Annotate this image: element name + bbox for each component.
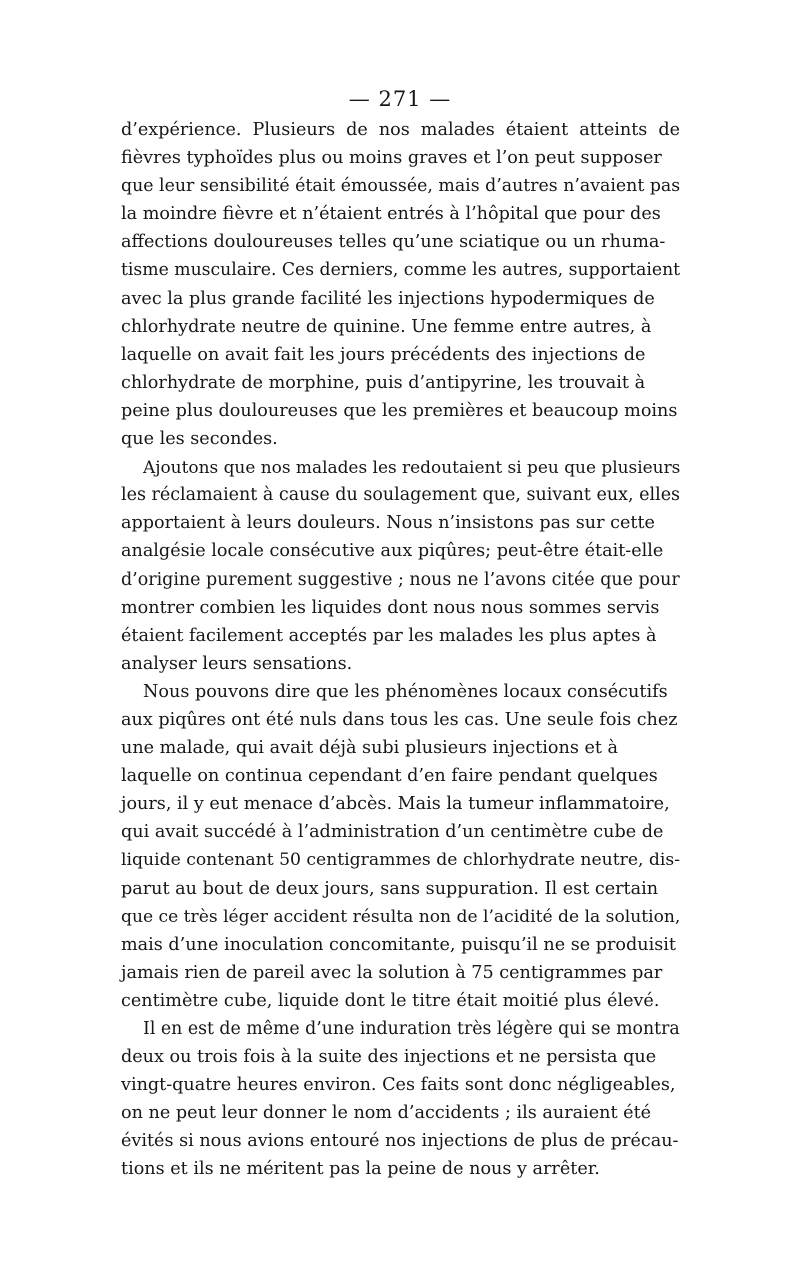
text-line: affections douloureuses telles qu’une sciatique ou un rhuma- <box>121 232 666 253</box>
text-line: on ne peut leur donner le nom d’accidents ; ils auraient été <box>121 1103 652 1124</box>
text-line: tisme musculaire. Ces derniers, comme les autres, supportaient <box>121 260 681 281</box>
text-line: jours, il y eut menace d’abcès. Mais la tumeur inflammatoire, <box>121 794 670 815</box>
text-line: d’expérience. Plusieurs de nos malades étaient atteints de <box>121 120 680 140</box>
text-line: laquelle on continua cependant d’en faire pendant quelques <box>121 766 658 787</box>
body-text <box>121 116 680 1184</box>
text-line: tions et ils ne méritent pas la peine de nous y arrêter. <box>121 1159 600 1180</box>
text-line: liquide contenant 50 centigrammes de chlorhydrate neutre, dis- <box>121 850 681 871</box>
text-line: montrer combien les liquides dont nous nous sommes servis <box>121 597 660 618</box>
text-line: peine plus douloureuses que les premières et beaucoup moins <box>121 400 678 421</box>
text-line: jamais rien de pareil avec la solution à 75 centigrammes par <box>121 962 663 983</box>
text-line: que leur sensibilité était émoussée, mais d’autres n’avaient pas <box>121 176 681 197</box>
text-line: chlorhydrate de morphine, puis d’antipyrine, les trouvait à <box>121 372 646 393</box>
text-line: aux piqûres ont été nuls dans tous les cas. Une seule fois chez <box>121 709 678 730</box>
text-line: fièvres typhoïdes plus ou moins graves et l’on peut supposer <box>121 148 662 169</box>
text-line: que les secondes. <box>121 429 278 450</box>
text-line: centimètre cube, liquide dont le titre était moitié plus élevé. <box>121 990 660 1011</box>
text-line: étaient facilement acceptés par les malades les plus aptes à <box>121 625 657 646</box>
text-line: laquelle on avait fait les jours précédents des injections de <box>121 344 646 365</box>
text-line: deux ou trois fois à la suite des injections et ne persista que <box>121 1047 657 1068</box>
text-line: évités si nous avions entouré nos injections de plus de précau- <box>121 1131 679 1152</box>
text-line: la moindre fièvre et n’étaient entrés à l’hôpital que pour des <box>121 204 661 225</box>
text-line: analgésie locale consécutive aux piqûres; peut-être était-elle <box>121 541 664 562</box>
text-line: analyser leurs sensations. <box>121 653 353 674</box>
text-line: parut au bout de deux jours, sans suppuration. Il est certain <box>121 878 659 899</box>
text-line: les réclamaient à cause du soulagement que, suivant eux, elles <box>121 485 681 506</box>
text-line: qui avait succédé à l’administration d’un centimètre cube de <box>121 822 664 843</box>
text-line: que ce très léger accident résulta non de l’acidité de la solution, <box>121 906 681 927</box>
text-line: Nous pouvons dire que les phénomènes locaux consécutifs <box>143 681 668 702</box>
text-line: Il en est de même d’une induration très légère qui se montra <box>143 1019 680 1039</box>
page-number: — 271 — <box>348 87 452 111</box>
text-line: apportaient à leurs douleurs. Nous n’insistons pas sur cette <box>121 513 655 534</box>
text-line: mais d’une inoculation concomitante, puisqu’il ne se produisit <box>121 934 676 955</box>
text-line: d’origine purement suggestive ; nous ne l’avons citée que pour <box>121 569 680 590</box>
text-line: avec la plus grande facilité les injections hypodermiques de <box>121 288 655 309</box>
text-line: Ajoutons que nos malades les redoutaient si peu que plusieurs <box>143 457 681 478</box>
text-line: chlorhydrate neutre de quinine. Une femme entre autres, à <box>121 316 652 337</box>
text-line: une malade, qui avait déjà subi plusieurs injections et à <box>121 738 619 759</box>
text-line: vingt-quatre heures environ. Ces faits sont donc négligeables, <box>121 1075 676 1096</box>
